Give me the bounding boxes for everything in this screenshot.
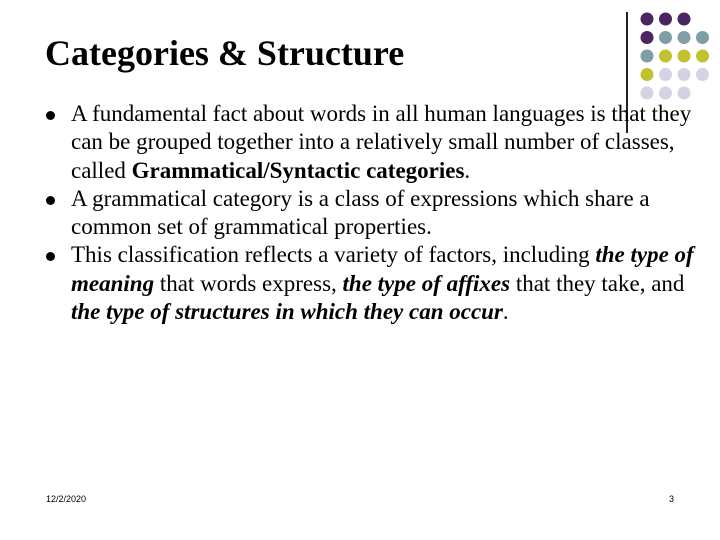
- page-number: 3: [669, 494, 675, 504]
- decorative-dot: [641, 31, 654, 44]
- bullet-list: [46, 100, 696, 326]
- bullet-text: that words express,: [154, 270, 343, 296]
- bullet-dot-icon: [46, 111, 55, 120]
- decorative-dot: [641, 87, 654, 100]
- bullet-text: that they take, and: [510, 270, 685, 296]
- bullet-text: the type of affixes: [342, 270, 511, 296]
- decorative-dot: [659, 50, 672, 63]
- decorative-dot: [659, 13, 672, 26]
- slide-title: Categories & Structure: [45, 33, 405, 73]
- bullet-item: [46, 100, 696, 185]
- decorative-dot: [641, 68, 654, 81]
- bullet-text: .: [464, 157, 471, 183]
- decorative-dot: [678, 87, 691, 100]
- decorative-dot: [696, 68, 709, 81]
- decorative-dot: [641, 13, 654, 26]
- bullet-text: A grammatical category is a class of expressions which share a common set of grammatical properties.: [71, 185, 650, 240]
- decorative-dot: [659, 68, 672, 81]
- bullet-dot-icon: [46, 196, 55, 205]
- bullet-text: A fundamental fact about words in all human languages is that they can be grouped together into a relatively small number of classes, called: [71, 101, 692, 183]
- decorative-dot: [678, 13, 691, 26]
- decorative-dot: [659, 87, 672, 100]
- decorative-dot: [678, 31, 691, 44]
- bullet-text: This classification reflects a variety of factors, including: [71, 242, 596, 268]
- bullet-item: [46, 185, 696, 242]
- bullet-text: .: [502, 299, 509, 325]
- bullet-item: [46, 241, 696, 326]
- decorative-dot: [678, 50, 691, 63]
- decorative-dot: [659, 31, 672, 44]
- decorative-dot: [641, 50, 654, 63]
- decorative-dot: [678, 68, 691, 81]
- bullet-text: the type of structures in which they can occur: [71, 299, 503, 325]
- decorative-dot: [696, 50, 709, 63]
- footer-date: 12/2/2020: [46, 494, 87, 504]
- decorative-dot: [696, 31, 709, 44]
- bullet-text: Grammatical/Syntactic categories: [131, 157, 465, 183]
- bullet-dot-icon: [46, 252, 55, 261]
- bullet-text: the type of meaning: [71, 242, 694, 296]
